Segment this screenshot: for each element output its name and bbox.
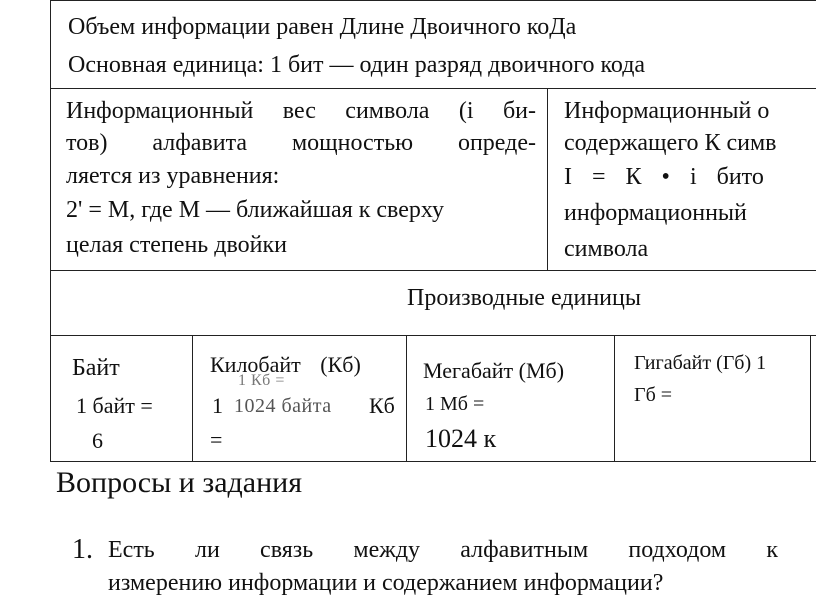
megabyte-title: Мегабайт (Мб): [423, 358, 565, 383]
kilobyte-overprint: 1024 байта: [234, 395, 332, 417]
row2-left-line3: ляется из уравнения:: [66, 163, 280, 189]
gigabyte-title: Гигабайт (Гб) 1: [634, 352, 767, 374]
row1-line1: Объем информации равен Длине Двоичного коДа: [68, 14, 577, 40]
byte-line2: 1 байт =: [76, 393, 153, 418]
row2-right-line3: I = К • i бито: [564, 164, 764, 190]
derived-units-title: Производные единицы: [406, 285, 641, 311]
table-border-left: [50, 0, 51, 461]
row2-left-line2: тов) алфавита мощностью опреде-: [66, 130, 536, 156]
table-rule-1: [50, 88, 816, 89]
question-line1: Есть ли связь между алфавитным подходом к: [108, 537, 778, 563]
table-rule-3: [50, 335, 816, 336]
question-number: 1.: [72, 534, 93, 565]
row2-left-line1: Информационный вес символа (i би-: [66, 98, 536, 124]
megabyte-line2: 1 Мб =: [425, 393, 485, 415]
table-divider-kilobyte: [406, 335, 407, 461]
row2-right-line5: символа: [564, 236, 649, 262]
kilobyte-line3: =: [210, 427, 223, 452]
kilobyte-title: Килобайт (Кб): [210, 352, 361, 377]
question-line2: измерению информации и содержанием информации?: [108, 570, 664, 596]
kilobyte-line2a: 1: [212, 393, 223, 418]
row2-right-cell: [549, 90, 816, 268]
table-divider-megabyte: [614, 335, 615, 461]
table-divider-row2: [547, 88, 548, 270]
table-divider-gigabyte: [810, 335, 811, 461]
row2-right-line2: содержащего К симв: [564, 130, 777, 156]
table-border-bottom: [50, 461, 816, 462]
byte-title: Байт: [72, 355, 120, 381]
table-border-top: [50, 0, 816, 1]
table-rule-2: [50, 270, 816, 271]
byte-line3: 6: [92, 428, 103, 453]
megabyte-line3: 1024 к: [425, 424, 497, 453]
gigabyte-line2: Гб =: [634, 384, 673, 406]
questions-heading: Вопросы и задания: [56, 466, 302, 499]
kilobyte-overprint-top: 1 Кб =: [238, 372, 285, 389]
row2-left-line5: целая степень двойки: [66, 232, 287, 258]
kilobyte-line2b: Кб: [369, 393, 395, 418]
row2-left-line4: 2' = М, где М — ближайшая к сверху: [66, 197, 444, 223]
row2-right-line4: информационный: [564, 200, 747, 226]
row2-right-line1: Информационный о: [564, 98, 770, 124]
table-divider-byte: [192, 335, 193, 461]
row1-line2: Основная единица: 1 бит — один разряд двоичного кода: [68, 52, 646, 78]
